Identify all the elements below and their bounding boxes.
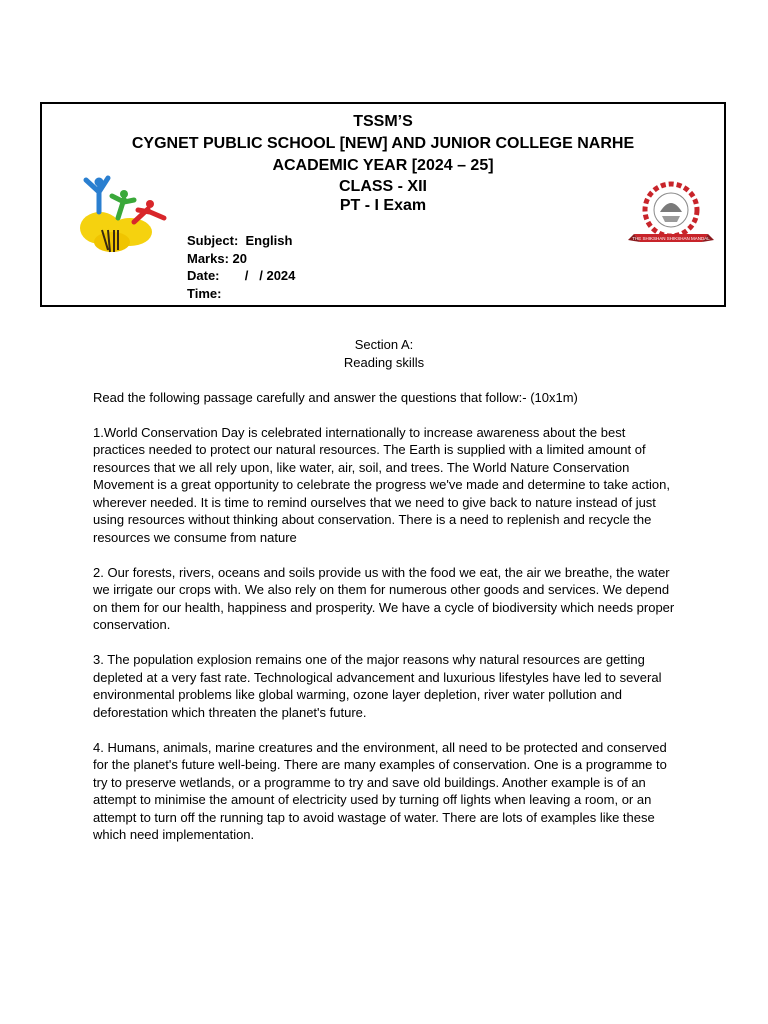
subject-field: Subject: English [187, 233, 293, 248]
school-logo-icon [72, 170, 172, 254]
date-field: Date: / / 2024 [187, 268, 296, 283]
trust-seal-icon [626, 176, 716, 252]
exam-meta [187, 232, 295, 302]
trust-name: TSSM’S [353, 113, 413, 130]
marks-field: Marks: 20 [187, 250, 247, 266]
academic-year: ACADEMIC YEAR [2024 – 25] [272, 157, 494, 174]
section-title: Section A: [354, 337, 414, 352]
time-field: Time: [187, 285, 222, 301]
passage-paragraph: 3. The population explosion remains one of the major reasons why natural resources are getting depleted at a very fast rate. Technological advancement and luxurious lifestyles have led to several environmental problems like global warming, ozone layer depletion, river water pollution and deforestation which threaten the planet's future. [93, 652, 662, 720]
exam-content [93, 336, 675, 844]
passage-paragraph: 1.World Conservation Day is celebrated internationally to increase awareness about the best practices needed to protect our natural resources. The Earth is supplied with a limited amount of resources that we all rely upon, like water, air, soil, and trees. The World Nature Conservation Movement is a great opportunity to celebrate the progress we've made and determine to take action, wherever needed. It is time to remind ourselves that we need to give back to nature instead of just using resources without thinking about conservation. There is a need to replenish and recycle the resources we consume from nature [93, 424, 670, 545]
class-label: CLASS - XII [338, 178, 427, 195]
seal-label: THE SHIKSHAN SHIKSHAN MANDAL [632, 236, 710, 241]
passage-paragraph: 2. Our forests, rivers, oceans and soils provide us with the food we eat, the air we breathe, the water we irrigate our crops with. We also rely on them for numerous other goods and services. We depend on them for our health, happiness and prosperity. We have a cycle of biodiversity which needs proper conservation. [93, 564, 675, 632]
exam-header-box [40, 102, 726, 307]
school-name: CYGNET PUBLIC SCHOOL [NEW] AND JUNIOR COLLEGE NARHE [131, 135, 635, 152]
instructions: Read the following passage carefully and answer the questions that follow:- (10x1m) [93, 389, 578, 405]
exam-name: PT - I Exam [339, 197, 427, 214]
passage-paragraph: 4. Humans, animals, marine creatures and the environment, all need to be protected and conserved for the planet's future well-being. There are many examples of conservation. One is a programme to try to preserve wetlands, or a programme to try and save old buildings. Another example is of an attempt to minimise the amount of electricity used by turning off lights when leaving a room, or an attempt to turn off the running tap to avoid wastage of water. There are lots of examples like these which need implementation. [93, 739, 667, 842]
section-subtitle: Reading skills [343, 354, 425, 370]
